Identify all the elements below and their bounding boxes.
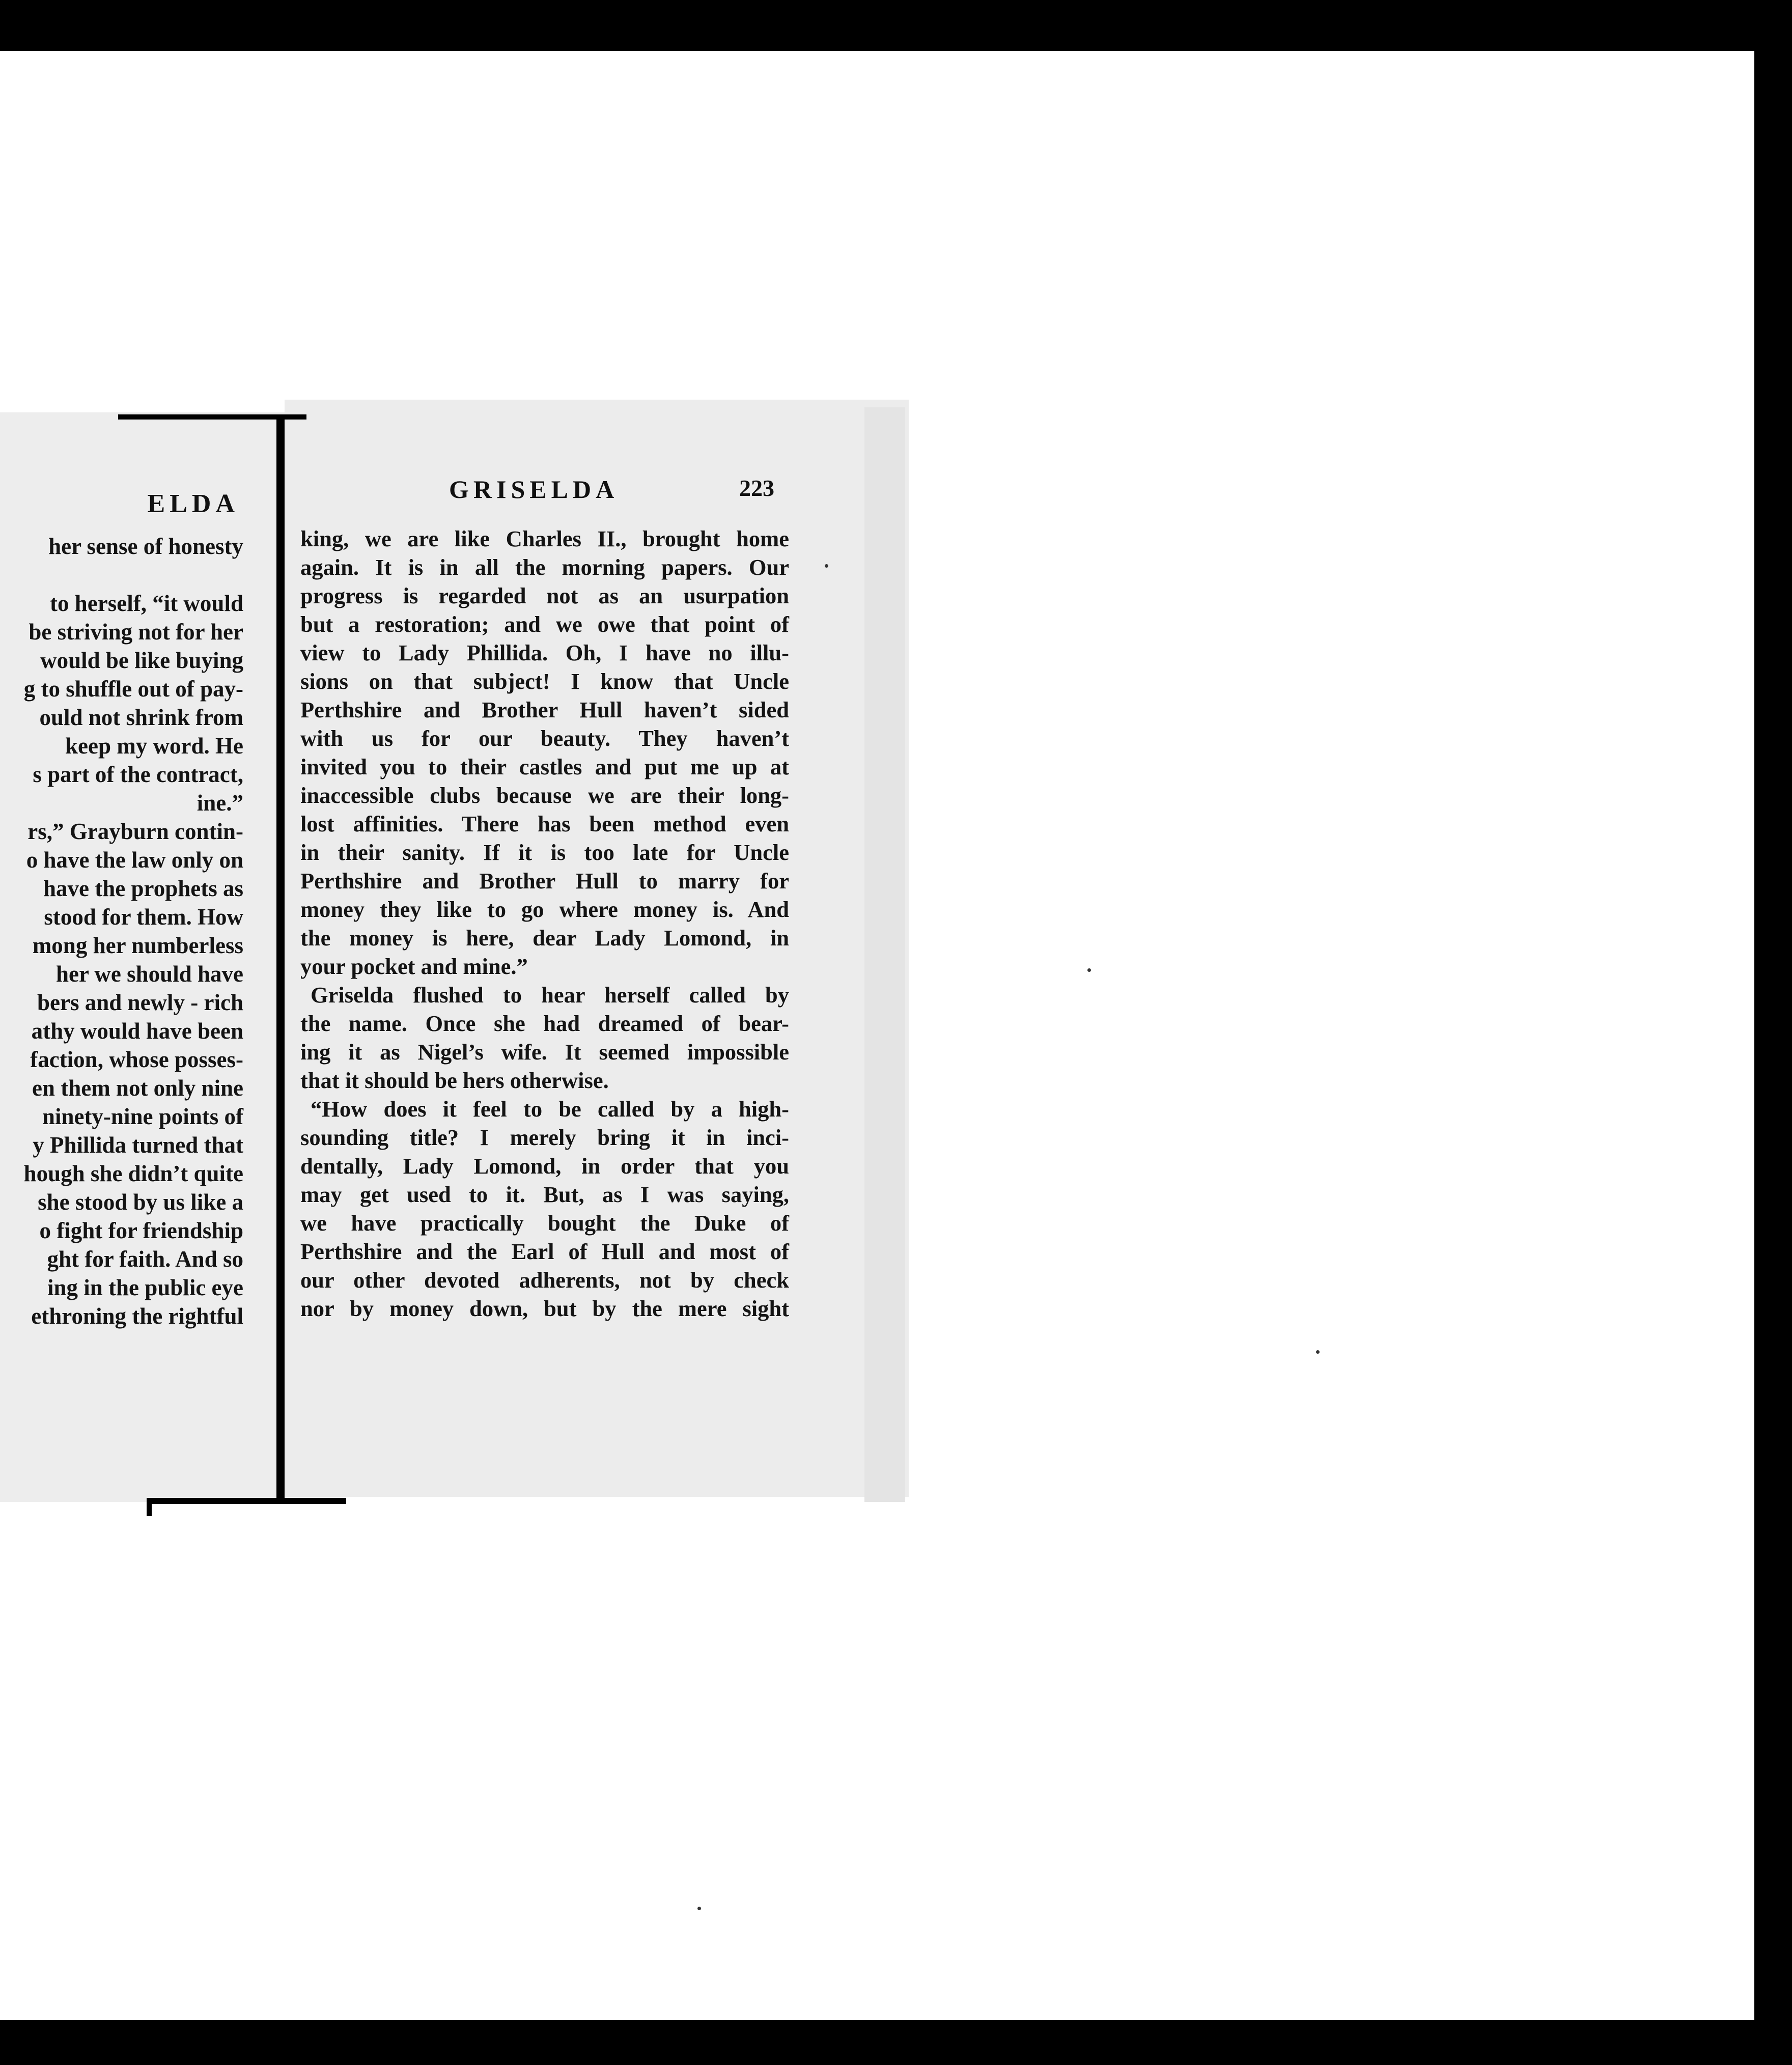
text-line: Perthshire and Brother Hull to marry for [300, 868, 789, 894]
text-line: to herself, “it would [50, 591, 243, 616]
text-line: that it should be hers otherwise. [300, 1068, 609, 1093]
text-line: ing it as Nigel’s wife. It seemed impossible [300, 1039, 789, 1065]
text-line: ine.” [197, 790, 243, 816]
scan-speck [1087, 968, 1091, 972]
text-line: the money is here, dear Lady Lomond, in [300, 925, 789, 951]
scan-speck [1316, 1350, 1320, 1354]
scan-border-right [1754, 0, 1792, 2065]
text-line: Griselda flushed to hear herself called by [311, 982, 789, 1008]
page-body-text [300, 524, 789, 1323]
text-line: mong her numberless [32, 933, 243, 958]
text-line: rs,” Grayburn contin- [27, 819, 243, 844]
text-line: in their sanity. If it is too late for Uncle [300, 840, 789, 865]
text-line: stood for them. How [44, 904, 243, 930]
text-line: athy would have been [31, 1018, 243, 1044]
text-line: may get used to it. But, as I was saying, [300, 1182, 789, 1207]
text-line: be striving not for her [29, 619, 243, 645]
scan-border-top [0, 0, 1792, 51]
text-line: sions on that subject! I know that Uncle [300, 668, 789, 694]
text-line: dentally, Lady Lomond, in order that you [300, 1153, 789, 1179]
text-line: king, we are like Charles II., brought home [300, 526, 789, 551]
text-line: we have practically bought the Duke of [300, 1210, 789, 1236]
text-line: her sense of honesty [48, 534, 243, 559]
text-line: ght for faith. And so [47, 1246, 243, 1272]
text-line: she stood by us like a [38, 1189, 243, 1215]
left-page [0, 412, 285, 1502]
text-line: invited you to their castles and put me up at [300, 754, 789, 779]
text-line: hough she didn’t quite [23, 1161, 243, 1186]
page-stack-edge [864, 407, 905, 1502]
text-line: your pocket and mine.” [300, 954, 528, 979]
text-line: with us for our beauty. They haven’t [300, 725, 789, 751]
text-line: ould not shrink from [39, 705, 243, 730]
text-line: the name. Once she had dreamed of bear- [300, 1011, 789, 1036]
text-line: y Phillida turned that [33, 1132, 243, 1158]
text-line: nor by money down, but by the mere sight [300, 1296, 789, 1321]
text-line: progress is regarded not as an usurpation [300, 583, 789, 608]
text-line: lost affinities. There has been method even [300, 811, 789, 836]
text-line: but a restoration; and we owe that point of [300, 611, 789, 637]
text-line: “How does it feel to be called by a high- [311, 1096, 789, 1122]
text-line: her we should have [56, 961, 243, 987]
text-line: en them not only nine [32, 1075, 243, 1101]
text-line: would be like buying [40, 648, 243, 673]
text-line: sounding title? I merely bring it in inci- [300, 1125, 789, 1150]
text-line: inaccessible clubs because we are their long- [300, 783, 789, 808]
text-line: Perthshire and the Earl of Hull and most of [300, 1239, 789, 1264]
text-line: faction, whose posses- [30, 1047, 243, 1072]
text-line: ethroning the rightful [31, 1303, 243, 1329]
scan-speck [697, 1907, 701, 1910]
text-line: ninety-nine points of [42, 1104, 243, 1129]
scan-border-bottom [0, 2020, 1792, 2065]
text-line: bers and newly - rich [37, 990, 243, 1015]
running-head: GRISELDA [449, 475, 619, 504]
left-running-head: ELDA [147, 489, 239, 518]
text-line: ing in the public eye [47, 1275, 243, 1300]
text-line: g to shuffle out of pay- [23, 676, 243, 702]
page-number: 223 [739, 475, 774, 501]
left-page-text [0, 532, 243, 1330]
text-line: Perthshire and Brother Hull haven’t sided [300, 697, 789, 722]
text-line: money they like to go where money is. And [300, 897, 789, 922]
scan-speck [825, 564, 828, 568]
text-line: o fight for friendship [39, 1218, 243, 1243]
text-line: o have the law only on [26, 847, 243, 873]
text-line [0, 561, 243, 589]
text-line: have the prophets as [43, 876, 243, 901]
text-line: again. It is in all the morning papers. Our [300, 554, 789, 580]
binding-gutter-rule [276, 417, 285, 1502]
text-line: our other devoted adherents, not by check [300, 1267, 789, 1293]
text-line: keep my word. He [65, 733, 243, 759]
text-line: view to Lady Phillida. Oh, I have no illu- [300, 640, 789, 665]
gutter-rule-tick [147, 1498, 152, 1516]
text-line: s part of the contract, [33, 762, 243, 787]
gutter-rule-bottom [147, 1498, 346, 1504]
